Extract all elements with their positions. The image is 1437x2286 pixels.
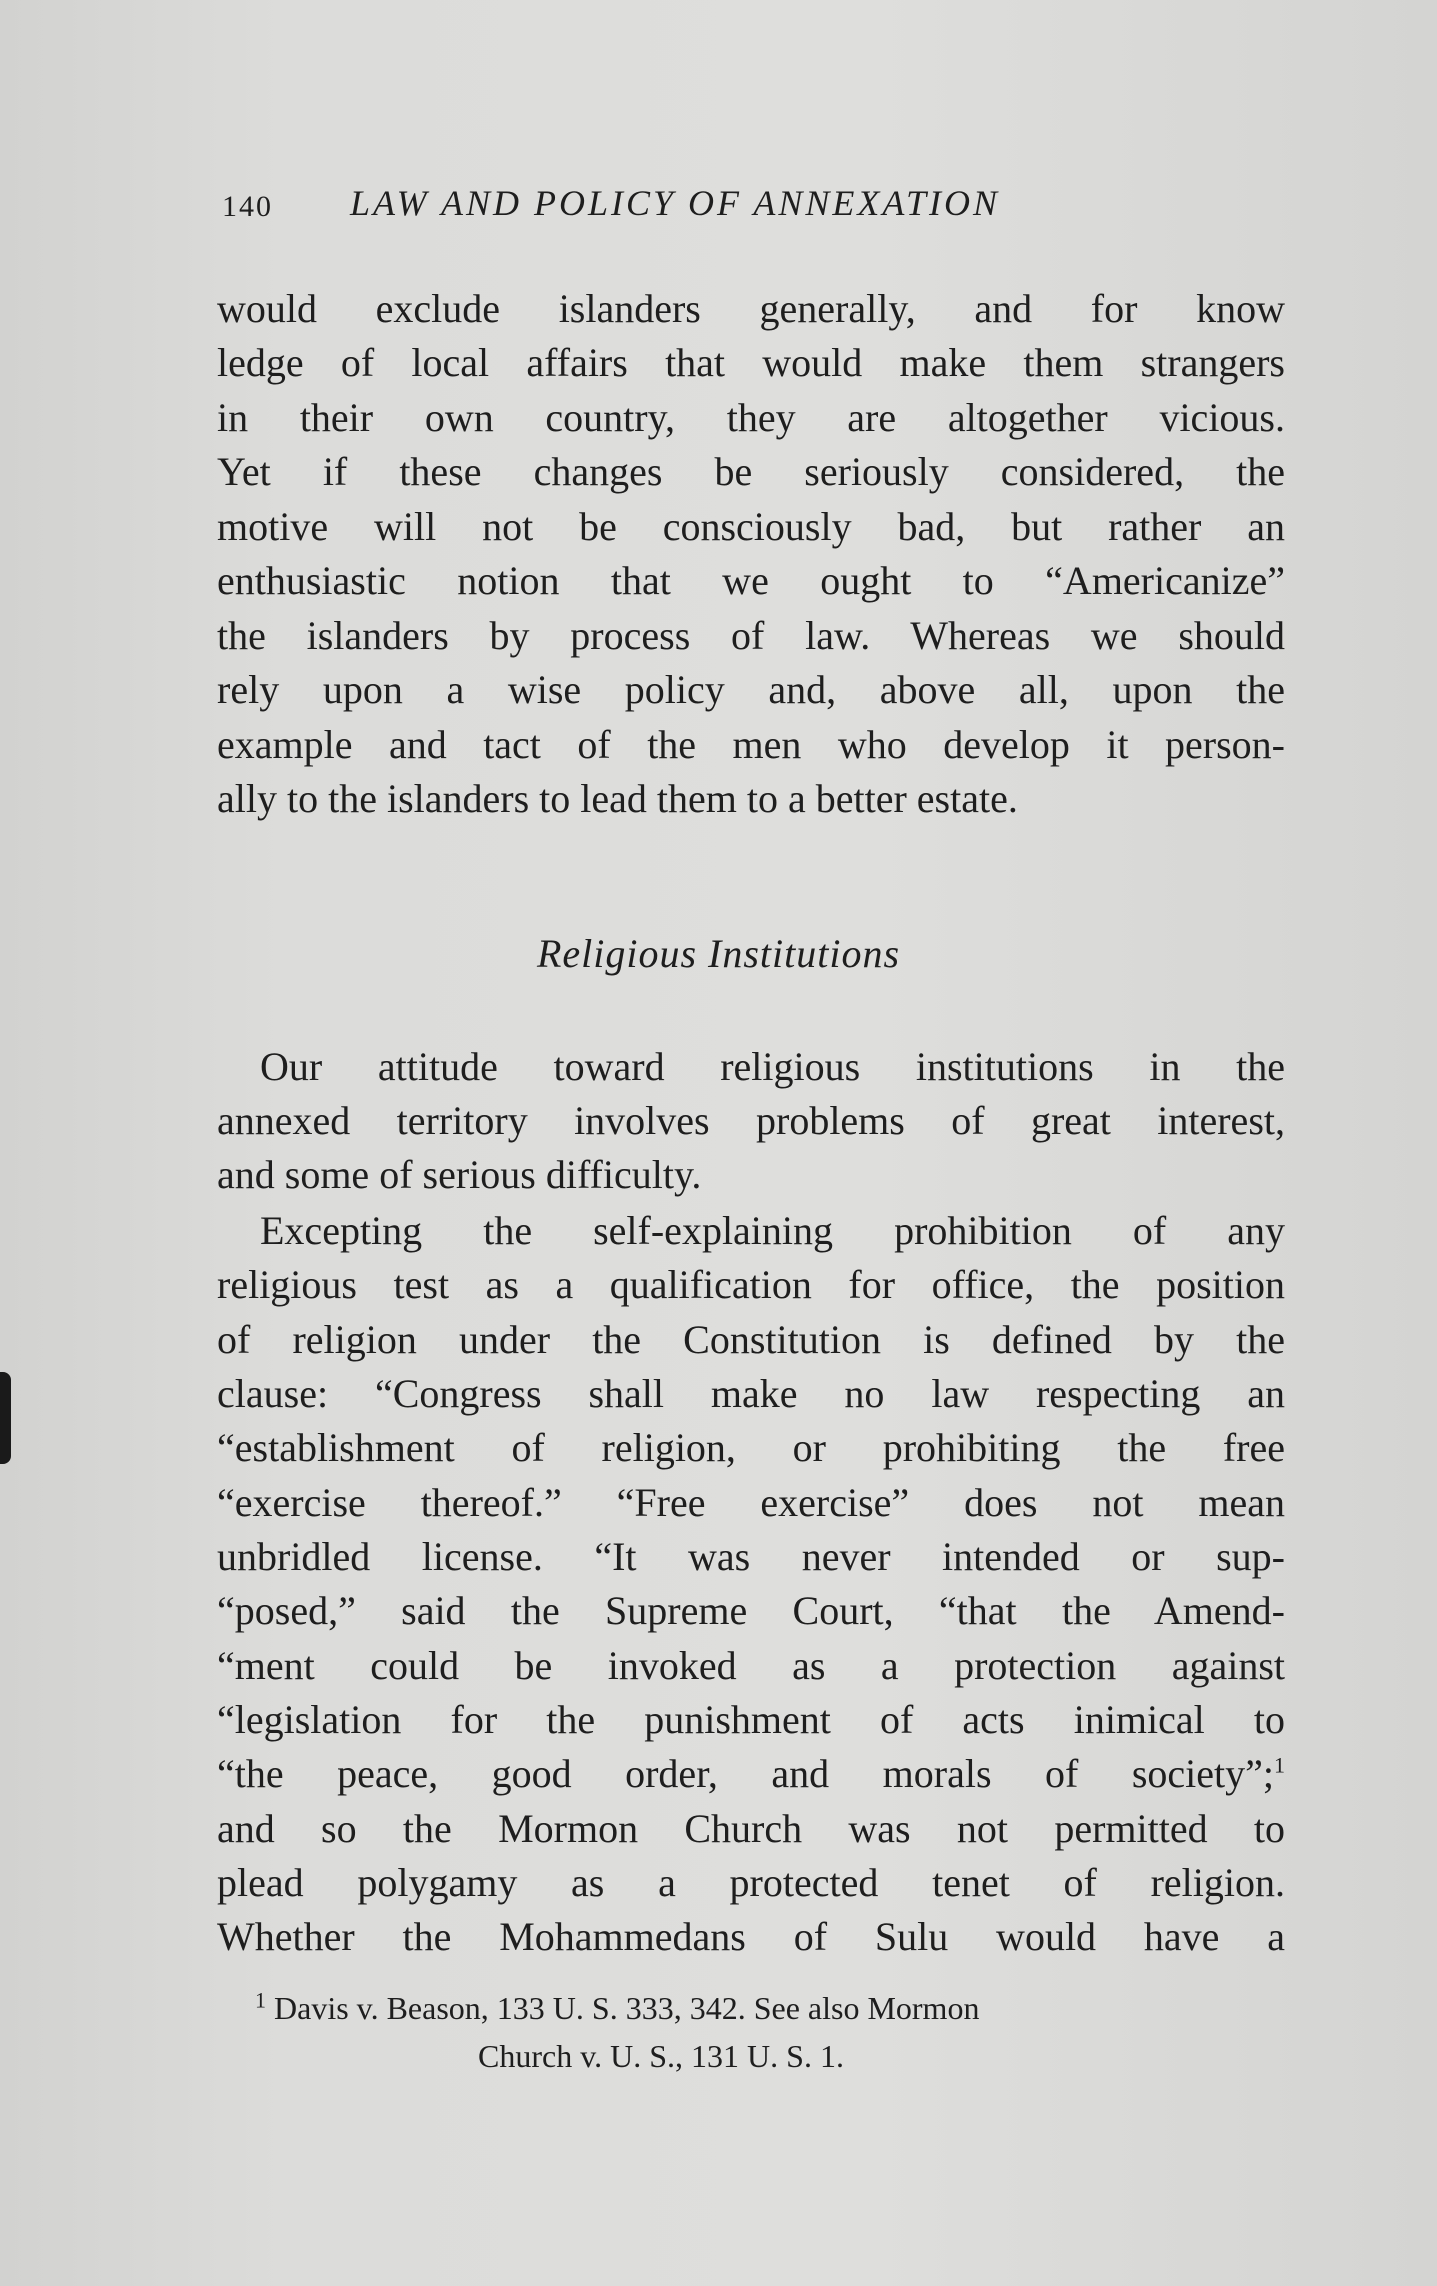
page-number: 140: [222, 190, 273, 223]
body-line: Yet if these changes be seriously considered, the: [217, 449, 1285, 494]
body-line: plead polygamy as a protected tenet of religion.: [217, 1860, 1285, 1905]
body-text: “the peace, good order, and morals of society”;: [217, 1751, 1274, 1796]
body-line: example and tact of the men who develop it person-: [217, 722, 1285, 767]
body-line: enthusiastic notion that we ought to “Americanize”: [217, 558, 1285, 603]
footnote-marker: 1: [255, 1987, 266, 2013]
body-line: clause: “Congress shall make no law respecting an: [217, 1371, 1285, 1416]
body-line: would exclude islanders generally, and for know: [217, 286, 1285, 331]
body-line: “establishment of religion, or prohibiting the free: [217, 1425, 1285, 1470]
footnote-reference[interactable]: 1: [1274, 1752, 1285, 1778]
body-line: “posed,” said the Supreme Court, “that the Amend-: [217, 1588, 1285, 1633]
body-line: unbridled license. “It was never intended or sup-: [217, 1534, 1285, 1579]
running-head-title: LAW AND POLICY OF ANNEXATION: [350, 183, 1001, 223]
body-line: ledge of local affairs that would make them strangers: [217, 340, 1285, 385]
footnote-text: Davis v. Beason, 133 U. S. 333, 342. See also Mormon: [274, 1990, 980, 2026]
running-head: [222, 182, 1222, 242]
body-line: religious test as a qualification for office, the position: [217, 1262, 1285, 1307]
body-line: Whether the Mohammedans of Sulu would have a: [217, 1914, 1285, 1959]
body-line: rely upon a wise policy and, above all, upon the: [217, 667, 1285, 712]
binding-shadow: [0, 1372, 11, 1464]
body-line-with-note: [217, 1747, 1285, 1801]
body-line: the islanders by process of law. Whereas we should: [217, 613, 1285, 658]
body-line: in their own country, they are altogether vicious.: [217, 395, 1285, 440]
body-line: annexed territory involves problems of great interest,: [217, 1098, 1285, 1143]
body-line: Excepting the self-explaining prohibition of any: [260, 1208, 1285, 1253]
body-line: Our attitude toward religious institutions in the: [260, 1044, 1285, 1089]
body-line: and some of serious difficulty.: [217, 1152, 702, 1197]
footnote-line: [255, 1986, 979, 2030]
body-line: of religion under the Constitution is defined by the: [217, 1317, 1285, 1362]
body-line: motive will not be consciously bad, but rather an: [217, 504, 1285, 549]
body-line: “ment could be invoked as a protection against: [217, 1643, 1285, 1688]
footnote-line: Church v. U. S., 131 U. S. 1.: [478, 2038, 844, 2074]
body-line: ally to the islanders to lead them to a better estate.: [217, 776, 1018, 821]
body-line: and so the Mormon Church was not permitted to: [217, 1806, 1285, 1851]
section-heading: Religious Institutions: [536, 931, 901, 976]
body-line: “exercise thereof.” “Free exercise” does not mean: [217, 1480, 1285, 1525]
body-line: “legislation for the punishment of acts inimical to: [217, 1697, 1285, 1742]
